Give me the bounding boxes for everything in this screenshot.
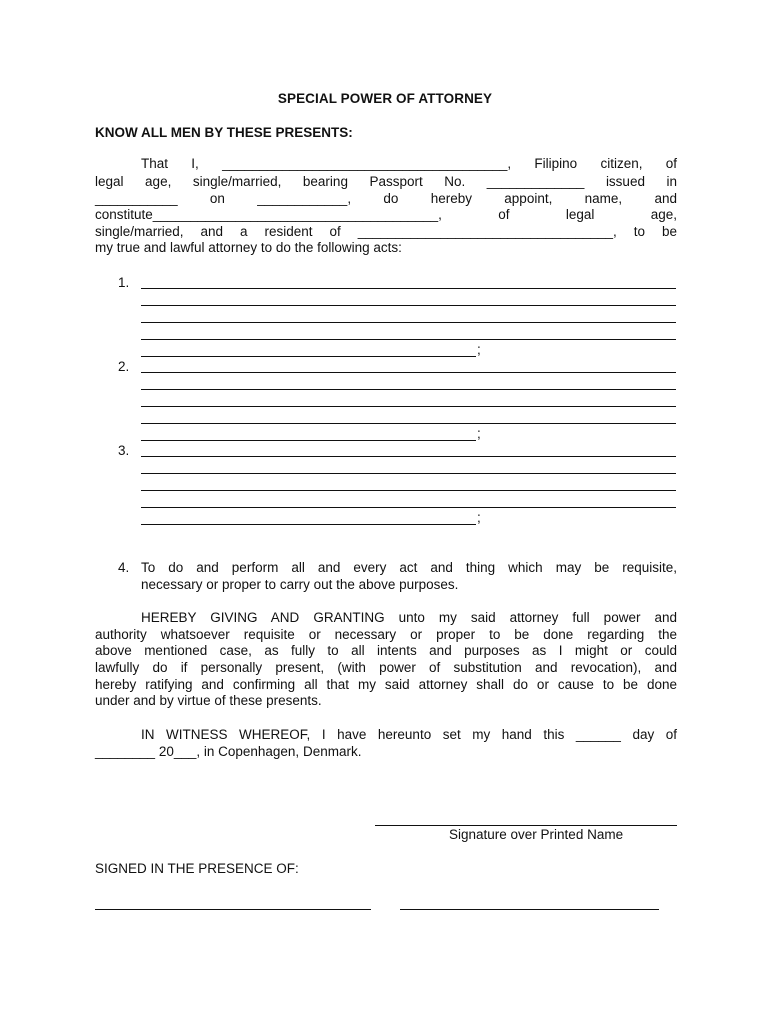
act-3-line: [141, 473, 676, 474]
granting-line-4: lawfully do if personally present, (with power of substitution and revocation), and: [95, 660, 677, 675]
document-heading: KNOW ALL MEN BY THESE PRESENTS:: [95, 125, 353, 140]
act-3-line: [141, 456, 676, 457]
intro-line-2: legal age, single/married, bearing Passport No. _____________ issued in: [95, 174, 677, 189]
act-1-line: [141, 356, 476, 357]
signature-caption: Signature over Printed Name: [449, 827, 624, 842]
act-3-number: 3.: [118, 443, 130, 458]
act-2-line: [141, 406, 676, 407]
act-2-number: 2.: [118, 359, 130, 374]
intro-line-1: That I, ______________________________________, Filipino citizen, of: [141, 156, 677, 171]
act-3-semicolon: ;: [477, 510, 481, 525]
act-1-line: [141, 305, 676, 306]
presence-label: SIGNED IN THE PRESENCE OF:: [95, 861, 299, 876]
granting-line-5: hereby ratifying and confirming all that my said attorney shall do or cause to be done: [95, 677, 677, 692]
act-1-number: 1.: [118, 275, 130, 290]
act-1-line: [141, 288, 676, 289]
act-2-line: [141, 440, 476, 441]
witness-2-signature-line: [400, 909, 659, 910]
act-3-line: [141, 507, 676, 508]
act-2-line: [141, 389, 676, 390]
granting-line-3: above mentioned case, as fully to all intents and purposes as I might or could: [95, 643, 677, 658]
intro-line-3: ___________ on ____________, do hereby appoint, name, and: [95, 191, 677, 206]
item-4-line-1: To do and perform all and every act and thing which may be requisite,: [141, 560, 677, 575]
act-1-semicolon: ;: [477, 342, 481, 357]
act-1-line: [141, 339, 676, 340]
item-4-number: 4.: [118, 560, 130, 575]
act-2-semicolon: ;: [477, 426, 481, 441]
intro-line-5: single/married, and a resident of __________________________________, to be: [95, 224, 677, 239]
act-2-line: [141, 372, 676, 373]
granting-line-6: under and by virtue of these presents.: [95, 693, 322, 708]
act-3-line: [141, 490, 676, 491]
granting-line-2: authority whatsoever requisite or necessary or proper to be done regarding the: [95, 627, 677, 642]
act-1-line: [141, 322, 676, 323]
document-title: SPECIAL POWER OF ATTORNEY: [277, 91, 493, 106]
signature-line: [375, 825, 677, 826]
witness-line-1: IN WITNESS WHEREOF, I have hereunto set my hand this ______ day of: [141, 727, 677, 742]
witness-1-signature-line: [95, 909, 371, 910]
act-2-line: [141, 423, 676, 424]
granting-line-1: HEREBY GIVING AND GRANTING unto my said attorney full power and: [141, 610, 677, 625]
witness-line-2: ________ 20___, in Copenhagen, Denmark.: [95, 744, 362, 759]
act-3-line: [141, 524, 476, 525]
intro-line-4: constitute______________________________________, of legal age,: [95, 207, 677, 222]
item-4-line-2: necessary or proper to carry out the above purposes.: [141, 577, 459, 592]
intro-line-6: my true and lawful attorney to do the following acts:: [95, 240, 402, 255]
